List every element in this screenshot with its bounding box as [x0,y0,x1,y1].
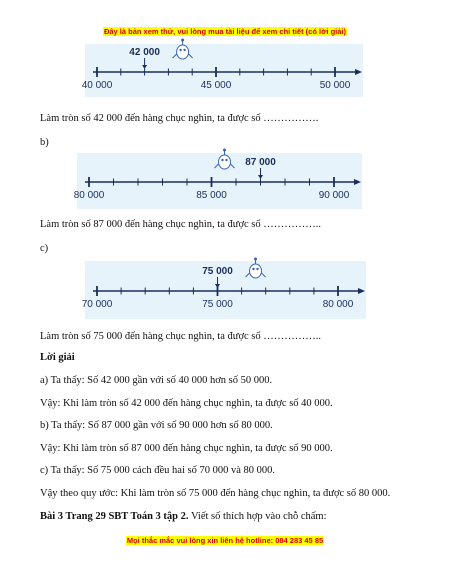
robot-mascot-icon [246,258,266,279]
exercise-3-heading [40,511,327,522]
axis-arrow [358,288,365,294]
solution-line-2: Vậy: Khi làm tròn số 42 000 đến hàng chục nghìn, ta được số 40 000. [40,398,333,409]
preview-banner [0,27,450,36]
number-line-a [81,44,363,97]
tick-label: 75 000 [202,299,233,310]
solution-line-5: c) Ta thấy: Số 75 000 cách đều hai số 70 000 và 80 000. [40,465,275,476]
tick-label: 40 000 [81,80,113,91]
axis-arrow [354,179,361,185]
tick-label: 80 000 [322,299,354,310]
solution-line-1: a) Ta thấy: Số 42 000 gần với số 40 000 hơn số 50 000. [40,375,273,386]
hotline-banner [0,536,450,545]
exercise-3-instruction: Viết số thích hợp vào chỗ chấm: [188,511,327,522]
marker-label: 42 000 [129,47,160,58]
marker-label: 87 000 [245,157,276,168]
solution-line-3: b) Ta thấy: Số 87 000 gần với số 90 000 hơn số 80 000. [40,420,273,431]
number-line-c [81,261,366,319]
tick-label: 80 000 [73,190,105,201]
number-line-c-svg [81,261,366,319]
solution-heading: Lời giải [40,352,75,363]
label-c: c) [40,243,49,254]
solution-line-4: Vậy: Khi làm tròn số 87 000 đến hàng chục nghìn, ta được số 90 000. [40,443,333,454]
marker-pointer-head [258,175,263,179]
exercise-3-title: Bài 3 Trang 29 SBT Toán 3 tập 2. [40,511,189,522]
tick-label: 90 000 [318,190,350,201]
question-a: Làm tròn số 42 000 đến hàng chục nghìn, ta được số ……………. [40,113,319,124]
number-line-b-svg [73,153,362,209]
number-line-b [73,153,362,209]
tick-label: 85 000 [196,190,227,201]
number-line-a-svg [81,44,363,97]
marker-label: 75 000 [202,266,233,277]
tick-label: 70 000 [81,299,113,310]
label-b: b) [40,137,49,148]
hotline-banner-text: Mọi thắc mắc vui lòng xin liên hệ hotline: 084 283 45 85 [126,536,324,545]
question-c: Làm tròn số 75 000 đến hàng chục nghìn, ta được số …………….. [40,331,321,342]
robot-mascot-icon [173,39,193,60]
robot-mascot-icon [215,149,235,170]
preview-banner-text: Đây là bản xem thử, vui lòng mua tài liệu để xem chi tiết (có lời giải) [103,27,347,36]
axis-arrow [355,69,362,75]
marker-pointer-head [215,284,220,288]
tick-label: 50 000 [319,80,351,91]
question-b: Làm tròn số 87 000 đến hàng chục nghìn, ta được số …………….. [40,219,321,230]
marker-pointer-head [142,65,147,69]
solution-line-6: Vậy theo quy ước: Khi làm tròn số 75 000 đến hàng chục nghìn, ta được số 80 000. [40,488,391,499]
tick-label: 45 000 [200,80,232,91]
